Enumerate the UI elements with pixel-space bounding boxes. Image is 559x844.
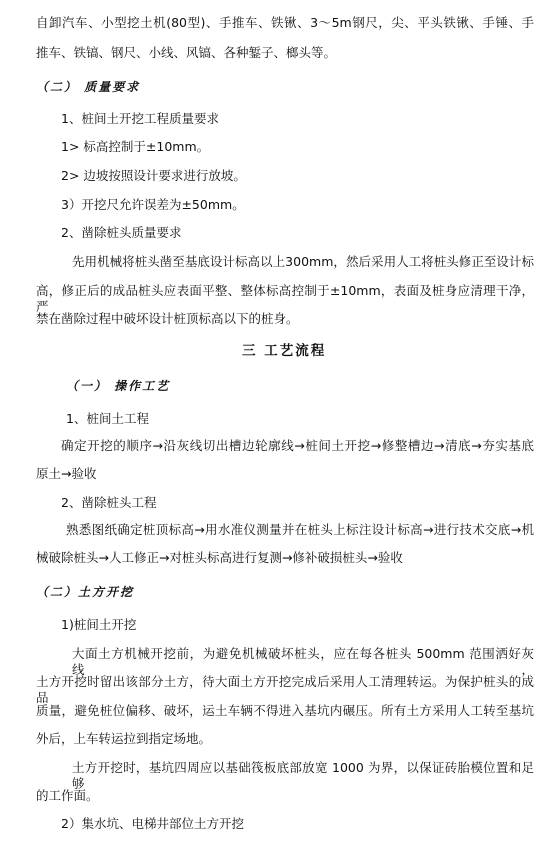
paragraph-line: 质量，避免桩位偏移、破坏，运土车辆不得进入基坑内碾压。所有土方采用人工转至基坑: [36, 703, 534, 718]
paragraph-line: 禁在凿除过程中破坏设计桩顶标高以下的桩身。: [36, 311, 299, 326]
section-heading: （二）土方开挖: [36, 585, 135, 599]
paragraph-line: 土方开挖时，基坑四周应以基础筏板底部放宽 1000 为界，以保证砖胎模位置和足够: [72, 760, 534, 791]
section-heading: （一） 操作工艺: [66, 379, 171, 393]
chapter-title: 三 工艺流程: [242, 343, 327, 359]
paragraph-line: 的工作面。: [36, 788, 99, 803]
paragraph-line: 推车、铁镐、钢尺、小线、风镐、各种錾子、榔头等。: [36, 45, 337, 60]
section-heading: （二） 质量要求: [36, 80, 141, 94]
paragraph-line: 先用机械将桩头凿至基底设计标高以上300mm，然后采用人工将桩头修正至设计标: [72, 254, 534, 269]
paragraph-line: 大面土方机械开挖前，为避免机械破坏桩头，应在每各桩头 500mm 范围洒好灰线，: [72, 646, 534, 677]
paragraph-line: 外后，上车转运拉到指定场地。: [36, 731, 212, 746]
paragraph-line: 原土→验收: [36, 466, 97, 481]
paragraph-line: 土方开挖时留出该部分土方，待大面土方开挖完成后采用人工清理转运。为保护桩头的成品: [36, 674, 534, 705]
list-item: 1)桩间土开挖: [61, 617, 137, 632]
paragraph-line: 高，修正后的成品桩头应表面平整、整体标高控制于±10mm，表面及桩身应清理干净，严: [36, 283, 534, 314]
list-item: 1、桩间土开挖工程质量要求: [61, 111, 219, 126]
list-item: 1、桩间土工程: [66, 411, 149, 426]
paragraph-line: 自卸汽车、小型挖土机(80型)、手推车、铁锹、3～5m钢尺，尖、平头铁锹、手锤、手: [36, 15, 534, 30]
list-item: 2、凿除桩头工程: [61, 495, 157, 510]
list-item: 2、凿除桩头质量要求: [61, 225, 182, 240]
list-item: 3）开挖尺允许误差为±50mm。: [61, 197, 245, 212]
paragraph-line: 熟悉图纸确定桩顶标高→用水准仪测量并在桩头上标注设计标高→进行技术交底→机: [66, 522, 534, 537]
paragraph-line: 确定开挖的顺序→沿灰线切出槽边轮廓线→桩间土开挖→修整槽边→清底→夯实基底: [61, 438, 534, 453]
paragraph-line: 械破除桩头→人工修正→对桩头标高进行复测→修补破损桩头→验收: [36, 550, 403, 565]
list-item: 1> 标高控制于±10mm。: [61, 139, 210, 154]
list-item: 2）集水坑、电梯井部位土方开挖: [61, 816, 244, 831]
list-item: 2> 边坡按照设计要求进行放坡。: [61, 168, 246, 183]
